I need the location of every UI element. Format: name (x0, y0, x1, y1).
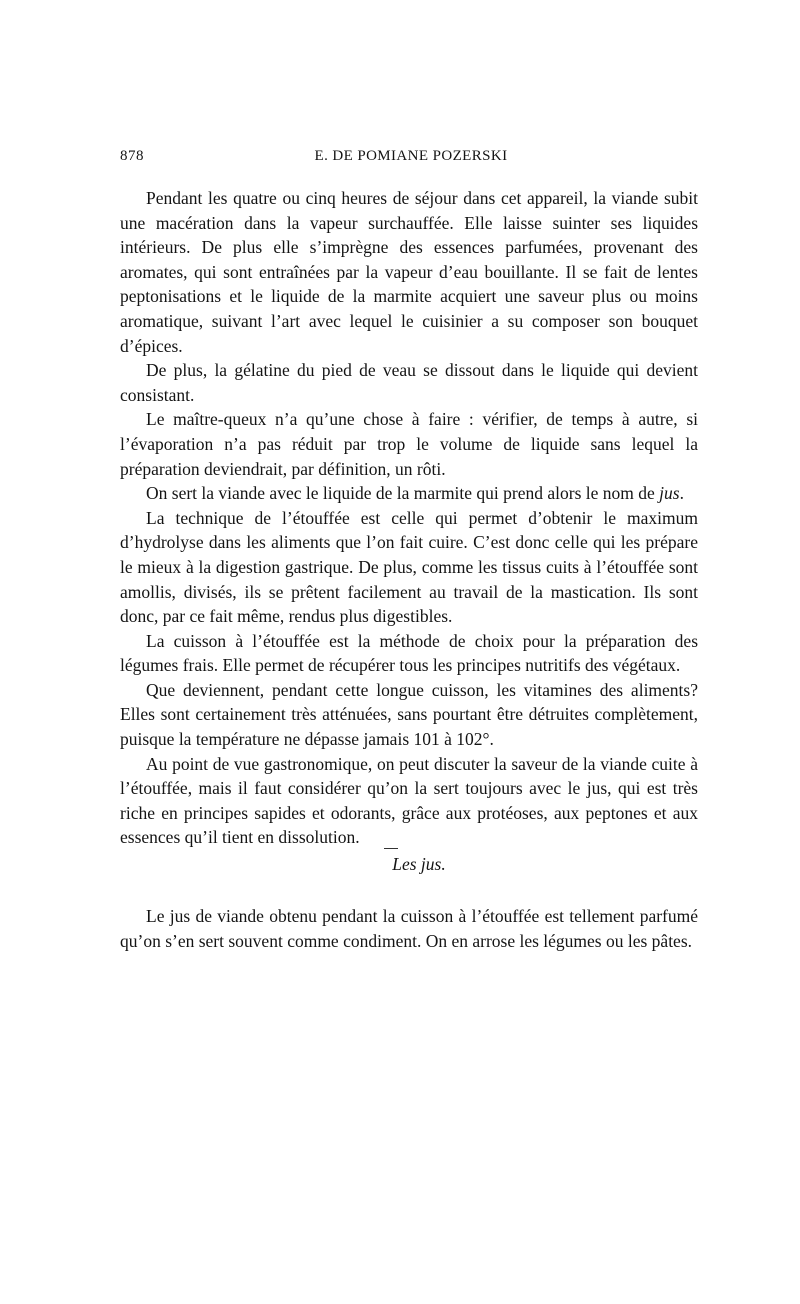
paragraph (120, 752, 698, 850)
paragraph-text: On sert la viande avec le liquide de la marmite qui prend alors le nom de (146, 483, 660, 504)
closing-text (120, 904, 698, 953)
book-page (120, 148, 698, 953)
page-header (120, 148, 698, 172)
paragraph-text: Au point de vue gastronomique, on peut discuter la saveur de la viande cuite à l’étouffée, mais il faut considérer qu’on la sert toujours avec le jus, qui est très riche en principes sapides et odorants, grâce aux protéoses, aux peptones et aux essences qu’il tient en dissolution. (120, 753, 698, 848)
paragraph: Que deviennent, pendant cette longue cuisson, les vitamines des aliments? Elles sont certainement très atténuées, sans pourtant être détruites complètement, puisque la température ne dépasse jamais 101 à 102°. (120, 679, 698, 750)
section-rule (384, 848, 398, 849)
paragraph: Pendant les quatre ou cinq heures de séjour dans cet appareil, la viande subit une macération dans la vapeur surchauffée. Elle laisse suinter ses liquides intérieurs. De plus elle s’imprègne des essences parfumées, provenant des aromates, qui sont entraînées par la vapeur d’eau bouillante. Il se fait de lentes peptonisations et le liquide de la marmite acquiert une saveur plus ou moins aromatique, suivant l’art avec lequel le cuisinier a su composer son bouquet d’épices. (120, 188, 698, 356)
body-text (120, 186, 698, 850)
running-head: E. DE POMIANE POZERSKI (314, 148, 508, 164)
paragraph: La technique de l’étouffée est celle qui permet d’obtenir le maximum d’hydrolyse dans les aliments que l’on fait cuire. C’est donc celle qui les prépare le mieux à la digestion gastrique. De plus, comme les tissus cuits à l’étouffée sont amollis, divisés, ils se prêtent facilement au travail de la mastication. Ils sont donc, par ce fait même, rendus plus digestibles. (120, 507, 698, 627)
paragraph (120, 481, 698, 506)
emphasis-jus: jus (659, 483, 680, 504)
paragraph: Le maître-queux n’a qu’une chose à faire : vérifier, de temps à autre, si l’évaporation n’a pas réduit par trop le volume de liquide sans lequel la préparation deviendrait, par définition, un rôti. (120, 409, 698, 479)
paragraph-text: . (679, 483, 684, 504)
paragraph: De plus, la gélatine du pied de veau se dissout dans le liquide qui devient consistant. (120, 360, 698, 405)
section-title: Les jus. (392, 854, 446, 875)
paragraph: La cuisson à l’étouffée est la méthode de choix pour la préparation des légumes frais. Elle permet de récupérer tous les principes nutritifs des végétaux. (120, 630, 698, 676)
paragraph: Le jus de viande obtenu pendant la cuisson à l’étouffée est tellement parfumé qu’on s’en sert souvent comme condiment. On en arrose les légumes ou les pâtes. (120, 906, 698, 951)
page-number: 878 (120, 148, 144, 164)
